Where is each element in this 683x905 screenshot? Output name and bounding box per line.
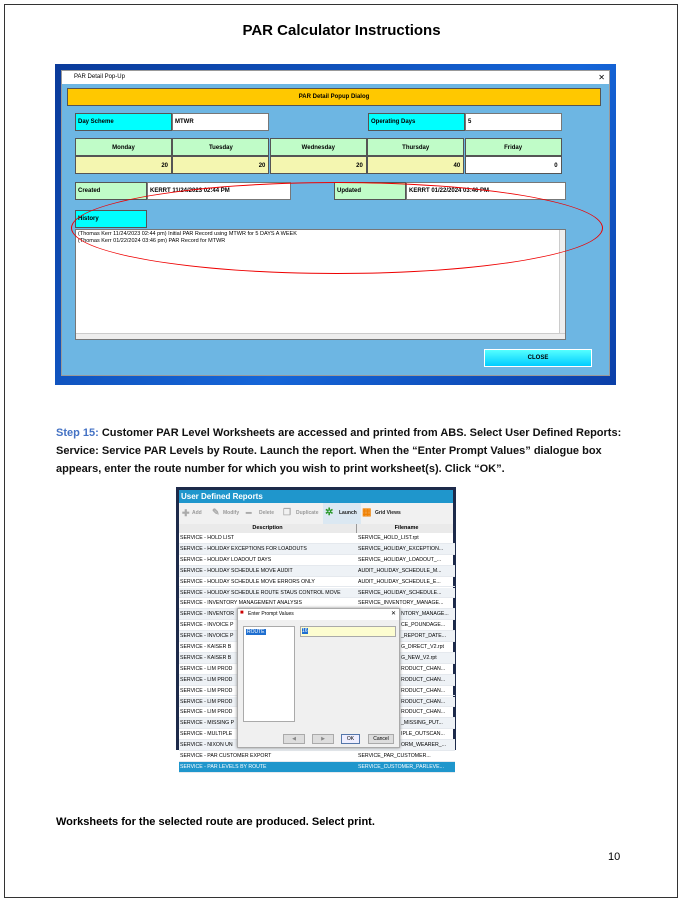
table-row[interactable] <box>179 566 455 577</box>
row-description: SERVICE - LIM PROD <box>180 709 233 716</box>
parameter-value: 16 <box>302 628 308 634</box>
day-header-friday: Friday <box>465 138 562 156</box>
table-header <box>179 524 453 533</box>
row-description: SERVICE - NIXON UN <box>180 742 233 749</box>
footer-text: Worksheets for the selected route are produced. Select print. <box>56 816 375 828</box>
created-field[interactable]: KERRT 11/24/2023 02:44 PM <box>147 182 291 200</box>
row-filename: ORM_WEARER_... <box>401 742 446 749</box>
day-value-friday[interactable]: 0 <box>465 156 562 174</box>
column-filename[interactable]: Filename <box>394 525 419 531</box>
launch-button[interactable]: Launch <box>339 510 357 516</box>
grid-views-button[interactable]: Grid Views <box>375 510 401 516</box>
horizontal-scrollbar[interactable] <box>76 333 565 339</box>
day-header-thursday: Thursday <box>367 138 464 156</box>
operating-days-label: Operating Days <box>368 113 465 131</box>
row-filename: _REPORT_DATE... <box>401 633 447 640</box>
close-icon[interactable]: ✕ <box>598 73 605 82</box>
row-description: SERVICE - INVENTORY MANAGEMENT ANALYSIS <box>180 600 302 607</box>
day-value-tuesday[interactable]: 20 <box>172 156 269 174</box>
dialog-title: Enter Prompt Values <box>238 609 399 620</box>
day-header-wednesday: Wednesday <box>270 138 367 156</box>
toolbar <box>179 503 453 524</box>
history-line: (Thomas Kerr 01/22/2024 03:46 pm) PAR Record for MTWR <box>78 237 226 244</box>
row-description: SERVICE - MULTIPLE <box>180 731 233 738</box>
step-15-text <box>56 424 636 478</box>
row-filename: RODUCT_CHAN... <box>401 676 446 683</box>
row-filename: G_DIRECT_V2.rpt <box>401 644 444 650</box>
row-description: SERVICE - LIM PROD <box>180 676 233 683</box>
row-description: SERVICE - INVENTOR <box>180 611 234 618</box>
table-row[interactable] <box>179 533 455 544</box>
row-description: SERVICE - HOLIDAY SCHEDULE MOVE AUDIT <box>180 567 293 574</box>
row-filename: AUDIT_HOLIDAY_SCHEDULE_E... <box>358 578 441 585</box>
updated-field[interactable]: KERRT 01/22/2024 03:46 PM <box>406 182 566 200</box>
row-filename: SERVICE_CUSTOMER_PARLEVE... <box>358 763 444 770</box>
step-body: Customer PAR Level Worksheets are accessed and printed from ABS. Select User Defined Reports: Service: Service PAR Levels by Route. Launch the report. When the “Enter Prompt Values” dialogue box appears, enter the route number for which you wish to print worksheet(s). Click “OK”. <box>56 427 622 475</box>
report-icon: ■ <box>240 610 244 616</box>
operating-days-field[interactable]: 5 <box>465 113 562 131</box>
page-number: 10 <box>608 851 621 863</box>
row-filename: _MISSING_PUT... <box>401 720 443 727</box>
table-row[interactable] <box>179 544 455 555</box>
add-button[interactable]: Add <box>192 510 202 516</box>
day-header-tuesday: Tuesday <box>172 138 269 156</box>
row-description: SERVICE - MISSING P <box>180 720 235 727</box>
reports-title: User Defined Reports <box>179 490 453 503</box>
row-description: SERVICE - INVOICE P <box>180 633 234 640</box>
row-filename: RODUCT_CHAN... <box>401 698 446 705</box>
row-filename: SERVICE_INVENTORY_MANAGE... <box>358 600 444 607</box>
delete-button[interactable]: Delete <box>259 510 275 516</box>
modify-button[interactable]: Modify <box>223 510 240 516</box>
row-filename: SERVICE_HOLIDAY_LOADOUT_... <box>358 556 442 563</box>
day-header-monday: Monday <box>75 138 172 156</box>
column-description[interactable]: Description <box>179 524 357 533</box>
enter-prompt-values-dialog <box>237 608 400 748</box>
copy-icon: ❐ <box>283 507 292 517</box>
row-description: SERVICE - PAR LEVELS BY ROUTE <box>180 763 267 770</box>
row-filename: G_NEW_V2.rpt <box>401 654 437 661</box>
day-scheme-field[interactable]: MTWR <box>172 113 269 131</box>
next-button[interactable]: ▶ <box>312 734 334 744</box>
duplicate-button[interactable]: Duplicate <box>296 510 319 516</box>
row-description: SERVICE - HOLD LIST <box>180 535 235 541</box>
minus-icon: ━ <box>246 508 252 518</box>
dialog-banner: PAR Detail Popup Dialog <box>67 88 601 106</box>
window-title: PAR Detail Pop-Up <box>74 74 125 80</box>
row-filename: SERVICE_HOLIDAY_SCHEDULE... <box>358 589 442 596</box>
table-row[interactable] <box>179 762 455 773</box>
day-value-thursday[interactable]: 40 <box>367 156 464 174</box>
day-value-wednesday[interactable]: 20 <box>270 156 367 174</box>
row-filename: RODUCT_CHAN... <box>401 665 446 672</box>
ok-button[interactable]: OK <box>341 734 360 744</box>
pencil-icon: ✎ <box>212 507 220 517</box>
parameter-list[interactable] <box>243 626 295 722</box>
table-row[interactable] <box>179 588 455 599</box>
highlight-ellipse <box>71 182 603 274</box>
history-label: History <box>75 210 147 228</box>
row-description: SERVICE - HOLIDAY SCHEDULE ROUTE STAUS CONTROL MOVE <box>180 589 341 596</box>
close-button[interactable]: CLOSE <box>484 349 592 367</box>
created-label: Created <box>75 182 147 200</box>
updated-label: Updated <box>334 182 406 200</box>
parameter-route[interactable]: ROUTE <box>247 629 265 635</box>
page-title: PAR Calculator Instructions <box>242 22 441 39</box>
row-filename: NTORY_MANAGE... <box>401 611 449 618</box>
row-description: SERVICE - LIM PROD <box>180 687 233 694</box>
row-description: SERVICE - HOLIDAY SCHEDULE MOVE ERRORS ONLY <box>180 578 315 585</box>
parameter-value-input[interactable] <box>300 626 396 637</box>
row-description: SERVICE - KAISER B <box>180 644 232 650</box>
grid-icon: ▦ <box>362 507 372 518</box>
table-row[interactable] <box>179 751 455 762</box>
row-description: SERVICE - HOLIDAY LOADOUT DAYS <box>180 556 272 563</box>
row-description: SERVICE - KAISER B <box>180 654 232 661</box>
row-filename: AUDIT_HOLIDAY_SCHEDULE_M... <box>358 567 442 574</box>
table-row[interactable] <box>179 577 455 588</box>
table-row[interactable] <box>179 555 455 566</box>
row-filename: SERVICE_HOLIDAY_EXCEPTION... <box>358 545 444 552</box>
row-filename: SERVICE_HOLD_LIST.rpt <box>358 535 419 541</box>
add-icon: ✚ <box>182 508 190 518</box>
previous-button[interactable]: ◀ <box>283 734 305 744</box>
cancel-button[interactable]: Cancel <box>368 734 394 744</box>
row-description: SERVICE - LIM PROD <box>180 698 233 705</box>
row-filename: IPLE_OUTSCAN... <box>401 731 445 738</box>
row-filename: RODUCT_CHAN... <box>401 709 446 716</box>
day-scheme-label: Day Scheme <box>75 113 172 131</box>
row-filename: CE_POUNDAGE... <box>401 622 446 629</box>
history-line: (Thomas Kerr 11/24/2023 02:44 pm) Initial PAR Record using MTWR for 5 DAYS A WEEK <box>78 231 297 237</box>
par-detail-screenshot <box>55 64 616 385</box>
step-label: Step 15: <box>56 427 99 439</box>
row-description: SERVICE - LIM PROD <box>180 665 233 672</box>
window-title-bar <box>62 71 609 84</box>
close-icon[interactable]: ✕ <box>390 611 396 617</box>
row-description: SERVICE - HOLIDAY EXCEPTIONS FOR LOADOUTS <box>180 545 307 552</box>
row-description: SERVICE - INVOICE P <box>180 622 234 629</box>
day-value-monday[interactable]: 20 <box>75 156 172 174</box>
row-description: SERVICE - PAR CUSTOMER EXPORT <box>180 753 272 759</box>
user-defined-reports-screenshot <box>176 487 456 770</box>
row-filename: SERVICE_PAR_CUSTOMER... <box>358 753 431 759</box>
gear-icon: ✲ <box>325 507 334 518</box>
row-filename: RODUCT_CHAN... <box>401 687 446 694</box>
